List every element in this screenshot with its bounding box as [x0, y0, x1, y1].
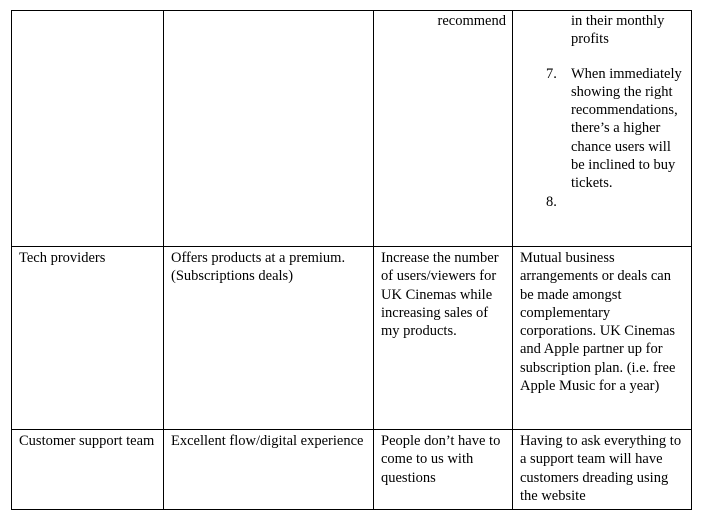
- table-cell: [374, 11, 513, 247]
- cell-text: Tech providers: [19, 250, 106, 266]
- table-row: [12, 247, 692, 430]
- table-row: [12, 430, 692, 510]
- list-item-continuation: [520, 12, 691, 49]
- table-row: [12, 11, 692, 247]
- list-item-text: When immediately showing the right recommendations, there’s a higher chance users will be inclined to buy tickets.: [571, 65, 682, 192]
- stakeholder-table: [11, 10, 692, 510]
- list-item-text: in their monthly profits: [571, 13, 665, 48]
- cell-text: recommend: [437, 13, 506, 29]
- table-cell: [12, 247, 164, 430]
- table-cell: [164, 430, 374, 510]
- cell-text: Customer support team: [19, 433, 155, 449]
- cell-text: Increase the number of users/viewers for UK Cinemas while increasing sales of my products.: [381, 250, 499, 340]
- table-cell: [12, 11, 164, 247]
- cell-text: Having to ask everything to a support team will have customers dreading using the website: [520, 433, 682, 504]
- list-item: [520, 193, 691, 211]
- list-item: [520, 65, 691, 193]
- table-cell: [164, 247, 374, 430]
- cell-text: Excellent flow/digital experience: [171, 433, 364, 449]
- list-item-number: 7.: [546, 65, 557, 82]
- numbered-list: [520, 12, 691, 211]
- cell-text: People don’t have to come to us with questions: [381, 433, 501, 486]
- table-cell: [164, 11, 374, 247]
- cell-text: Offers products at a premium. (Subscriptions deals): [171, 250, 346, 285]
- table-cell: [12, 430, 164, 510]
- table-cell: [513, 11, 692, 247]
- table-cell: [374, 430, 513, 510]
- list-item-number: 8.: [546, 193, 557, 210]
- table-cell: [513, 430, 692, 510]
- cell-text: Mutual business arrangements or deals can be made amongst complementary corporations. UK Cinemas and Apple partner up for subscription plan. (i.e. free Apple Music for a year): [520, 250, 676, 395]
- table-cell: [513, 247, 692, 430]
- table-cell: [374, 247, 513, 430]
